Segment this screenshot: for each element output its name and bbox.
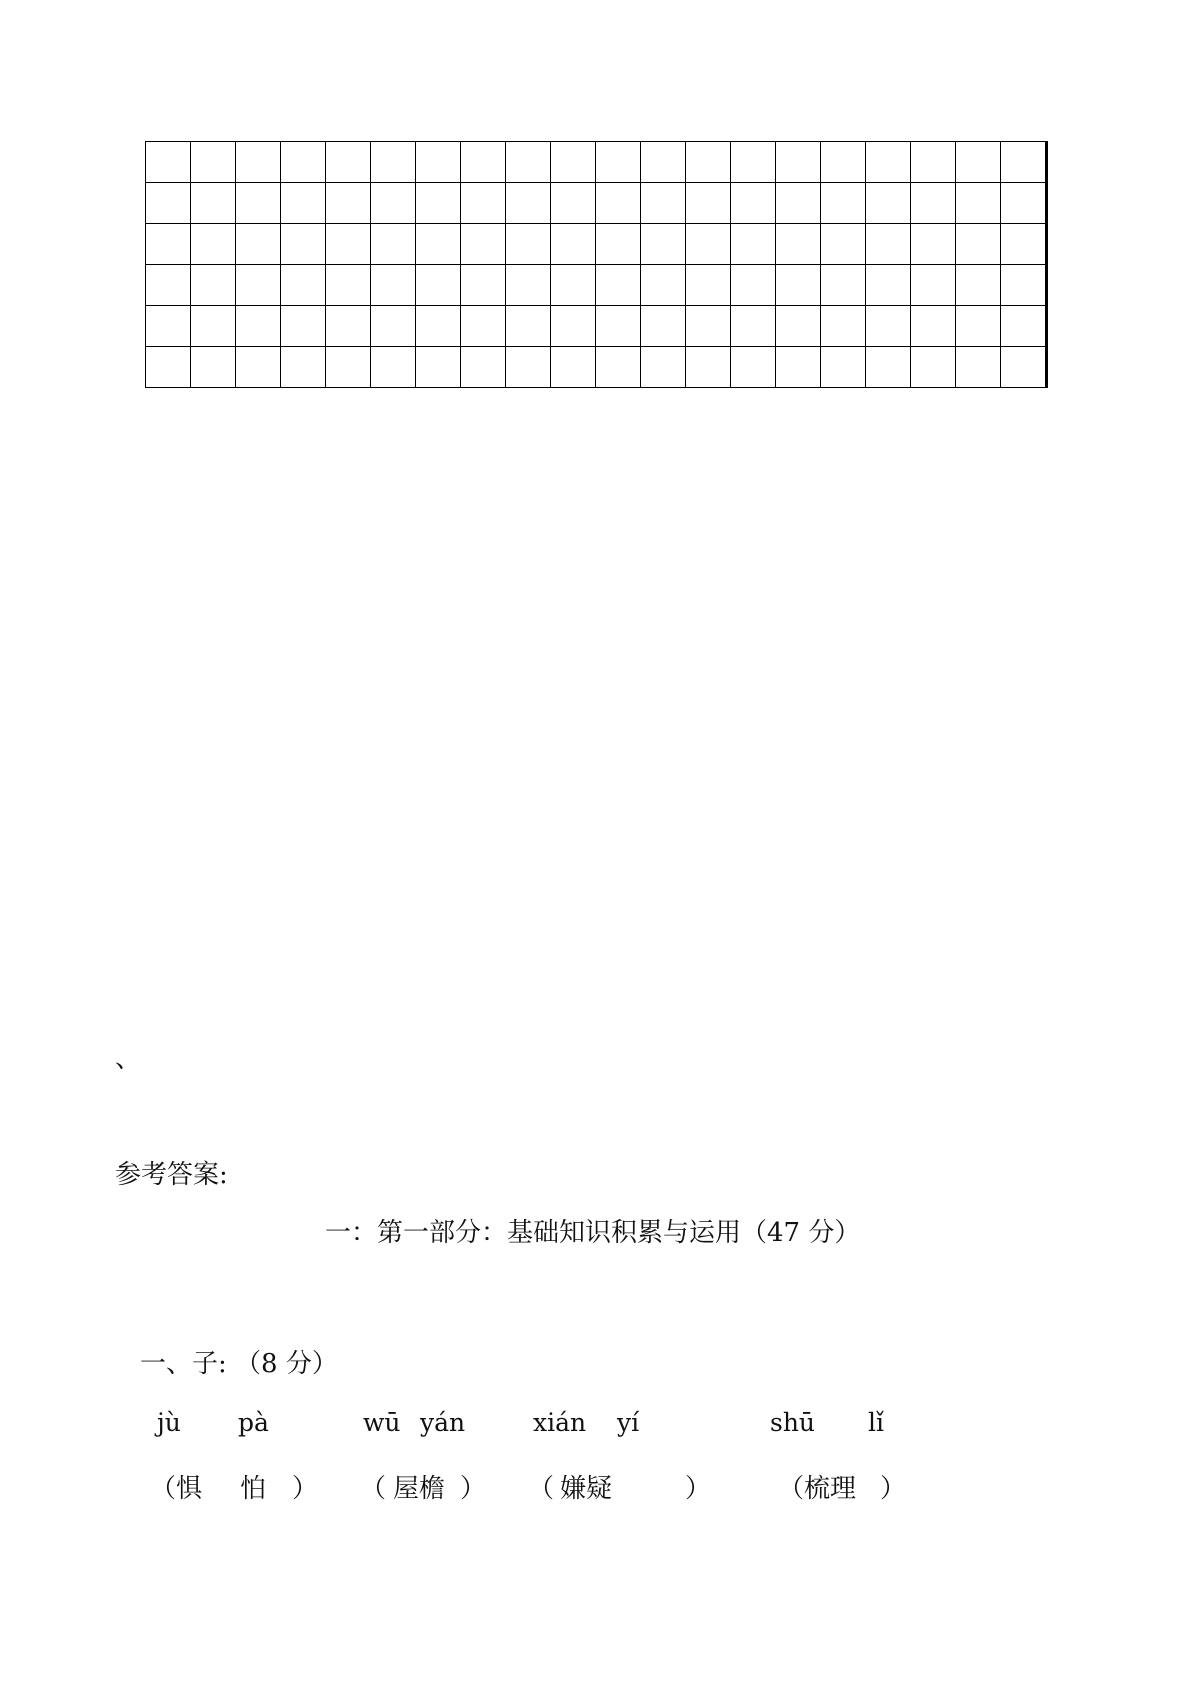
grid-cell (731, 306, 776, 347)
grid-cell (911, 142, 956, 183)
grid-cell (1001, 224, 1047, 265)
grid-cell (1001, 306, 1047, 347)
grid-cell (1001, 142, 1047, 183)
grid-cell (956, 183, 1001, 224)
grid-cell (281, 183, 326, 224)
grid-row (146, 347, 1047, 388)
grid-cell (551, 142, 596, 183)
pinyin-ju: jù (157, 1408, 181, 1437)
grid-cell (596, 347, 641, 388)
answer-a-open: （惧 (150, 1474, 203, 1504)
grid-cell (686, 183, 731, 224)
grid-cell (146, 224, 191, 265)
grid-cell (281, 347, 326, 388)
grid-cell (641, 306, 686, 347)
grid-cell (461, 183, 506, 224)
grid-cell (236, 142, 281, 183)
grid-cell (821, 306, 866, 347)
grid-cell (506, 347, 551, 388)
answer-b-word: 屋檐 (393, 1474, 446, 1504)
grid-cell (1001, 183, 1047, 224)
grid-cell (956, 306, 1001, 347)
grid-cell (236, 183, 281, 224)
grid-cell (776, 183, 821, 224)
grid-cell (506, 265, 551, 306)
grid-row (146, 183, 1047, 224)
grid-cell (506, 183, 551, 224)
grid-cell (146, 306, 191, 347)
answer-c-open: （ (528, 1474, 555, 1504)
grid-cell (191, 306, 236, 347)
grid-cell (866, 183, 911, 224)
grid-cell (1001, 347, 1047, 388)
grid-cell (506, 224, 551, 265)
grid-cell (461, 142, 506, 183)
stray-mark: 、 (115, 1044, 142, 1074)
grid-cell (731, 347, 776, 388)
grid-cell (596, 142, 641, 183)
grid-cell (686, 347, 731, 388)
grid-cell (911, 183, 956, 224)
grid-cell (236, 224, 281, 265)
grid-cell (146, 183, 191, 224)
grid-cell (281, 142, 326, 183)
answer-heading: 参考答案: (115, 1160, 228, 1190)
grid-row (146, 306, 1047, 347)
grid-cell (821, 183, 866, 224)
answer-b-open: （ (360, 1474, 387, 1504)
grid-cell (551, 265, 596, 306)
answer-a-char: 怕 (240, 1474, 267, 1504)
grid-cell (596, 183, 641, 224)
grid-cell (551, 306, 596, 347)
answer-c-close: ） (685, 1474, 712, 1504)
answer-a-close: ） (292, 1474, 319, 1504)
grid-cell (731, 183, 776, 224)
grid-cell (371, 265, 416, 306)
grid-cell (146, 347, 191, 388)
grid-cell (551, 347, 596, 388)
grid-cell (371, 142, 416, 183)
grid-cell (146, 265, 191, 306)
grid-cell (641, 347, 686, 388)
grid-cell (821, 347, 866, 388)
grid-cell (281, 224, 326, 265)
grid-cell (956, 347, 1001, 388)
grid-cell (461, 347, 506, 388)
pinyin-wu: wū (363, 1408, 401, 1437)
grid-cell (956, 265, 1001, 306)
grid-row (146, 265, 1047, 306)
grid-cell (416, 224, 461, 265)
grid-cell (326, 183, 371, 224)
grid-row (146, 142, 1047, 183)
grid-cell (956, 224, 1001, 265)
grid-cell (911, 265, 956, 306)
grid-cell (866, 347, 911, 388)
grid-cell (371, 347, 416, 388)
grid-cell (326, 142, 371, 183)
grid-cell (686, 142, 731, 183)
grid-cell (686, 306, 731, 347)
grid-cell (191, 224, 236, 265)
grid-cell (776, 224, 821, 265)
grid-cell (236, 347, 281, 388)
grid-cell (461, 265, 506, 306)
section-heading: 一：第一部分：基础知识积累与运用（47 分） (325, 1218, 861, 1248)
grid-cell (956, 142, 1001, 183)
grid-cell (236, 306, 281, 347)
grid-cell (731, 265, 776, 306)
writing-grid (145, 141, 1048, 388)
grid-cell (146, 142, 191, 183)
grid-cell (686, 265, 731, 306)
grid-cell (641, 224, 686, 265)
grid-cell (821, 224, 866, 265)
grid-cell (596, 224, 641, 265)
grid-cell (506, 142, 551, 183)
pinyin-yi: yí (617, 1408, 640, 1437)
answer-d-open: （梳理 (778, 1474, 857, 1504)
grid-cell (821, 142, 866, 183)
grid-cell (776, 265, 821, 306)
grid-cell (641, 265, 686, 306)
grid-cell (641, 142, 686, 183)
answer-d-close: ） (880, 1474, 907, 1504)
answer-b-close: ） (460, 1474, 487, 1504)
grid-cell (866, 306, 911, 347)
grid-cell (326, 224, 371, 265)
grid-cell (191, 183, 236, 224)
grid-row (146, 224, 1047, 265)
grid-cell (686, 224, 731, 265)
grid-cell (416, 265, 461, 306)
grid-cell (551, 183, 596, 224)
pinyin-shu: shū (770, 1408, 816, 1437)
grid-cell (461, 224, 506, 265)
grid-cell (236, 265, 281, 306)
grid-cell (191, 142, 236, 183)
grid-cell (731, 224, 776, 265)
grid-cell (281, 265, 326, 306)
grid-cell (776, 306, 821, 347)
answer-c-word: 嫌疑 (560, 1474, 613, 1504)
pinyin-yan: yán (420, 1408, 466, 1437)
grid-cell (191, 347, 236, 388)
grid-cell (281, 306, 326, 347)
grid-cell (731, 142, 776, 183)
grid-cell (326, 347, 371, 388)
grid-cell (461, 306, 506, 347)
grid-cell (776, 347, 821, 388)
grid-cell (866, 265, 911, 306)
grid-cell (551, 224, 596, 265)
pinyin-li: lǐ (868, 1408, 884, 1437)
grid-cell (1001, 265, 1047, 306)
grid-cell (821, 265, 866, 306)
grid-cell (596, 265, 641, 306)
grid-cell (416, 347, 461, 388)
grid-cell (191, 265, 236, 306)
grid-cell (596, 306, 641, 347)
grid-cell (911, 347, 956, 388)
grid-cell (641, 183, 686, 224)
grid-cell (371, 306, 416, 347)
grid-cell (506, 306, 551, 347)
grid-cell (326, 306, 371, 347)
grid-cell (416, 142, 461, 183)
grid-cell (866, 224, 911, 265)
grid-cell (371, 183, 416, 224)
question-1-heading: 一、子: （8 分） (140, 1349, 338, 1379)
grid-cell (416, 306, 461, 347)
grid-cell (326, 265, 371, 306)
grid-cell (371, 224, 416, 265)
grid-cell (911, 224, 956, 265)
grid-cell (911, 306, 956, 347)
pinyin-xian: xián (533, 1408, 587, 1437)
pinyin-pa: pà (238, 1408, 269, 1437)
grid-cell (866, 142, 911, 183)
grid-cell (416, 183, 461, 224)
grid-cell (776, 142, 821, 183)
